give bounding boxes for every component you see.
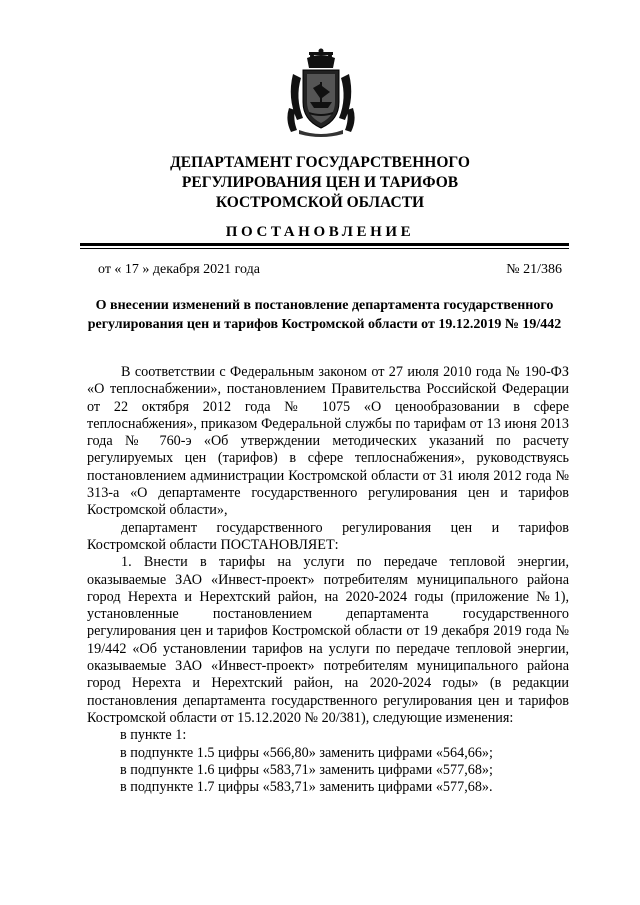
amendment-item: в подпункте 1.5 цифры «566,80» заменить цифрами «564,66»; — [120, 744, 493, 761]
document-subject — [80, 296, 569, 334]
amendment-item: в подпункте 1.7 цифры «583,71» заменить цифрами «577,68». — [120, 779, 493, 796]
department-line: ДЕПАРТАМЕНТ ГОСУДАРСТВЕННОГО — [170, 154, 470, 171]
document-body — [87, 364, 569, 796]
point-header: в пункте 1: — [120, 727, 187, 744]
preamble-paragraph: В соответствии с Федеральным законом от 27 июля 2010 года № 190-ФЗ «О теплоснабжении», постановлением Правительства Российской Федерации от 22 октября 2012 года № 1075 «О ценообразовании в сфере теплоснабжения», приказом Федеральной службы по тарифам от 13 июня 2013 года № 760-э «Об утверждении методических указаний по расчету регулируемых цен (тарифов) в сфере теплоснабжения», руководствуясь постановлением администрации Костромской области от 31 июля 2012 года № 313-а «О департаменте государственного регулирования цен и тарифов Костромской области», — [87, 364, 569, 519]
kostroma-coat-of-arms-icon — [283, 48, 359, 138]
resolution-paragraph: департамент государственного регулирования цен и тарифов Костромской области ПОСТАНОВЛЯЕТ: — [87, 519, 569, 553]
clause-1-paragraph: 1. Внести в тарифы на услуги по передаче тепловой энергии, оказываемые ЗАО «Инвест-проект» потребителям муниципального района город Нерехта и Нерехтский район, на 2020-2024 годы (приложение №1), установленные постановлением департамента государственного регулирования цен и тарифов Костромской области от 19 декабря 2019 года № 19/442 «Об установлении тарифов на услуги по передаче тепловой энергии, оказываемые ЗАО «Инвест-проект» потребителям муниципального района город Нерехта и Нерехтский район, на 2020-2024 годы» (в редакции постановления департамента государственного регулирования цен и тарифов Костромской области от 15.12.2020 № 20/381), следующие изменения: — [87, 554, 569, 726]
subject-line: регулирования цен и тарифов Костромской области от 19.12.2019 № 19/442 — [87, 317, 562, 332]
document-number: № 21/386 — [506, 262, 562, 277]
department-line: РЕГУЛИРОВАНИЯ ЦЕН И ТАРИФОВ — [181, 174, 459, 191]
header-rule-thin — [80, 248, 569, 249]
date-number-line — [98, 262, 562, 278]
department-line: КОСТРОМСКОЙ ОБЛАСТИ — [215, 194, 425, 211]
department-name — [80, 153, 560, 213]
amendment-item: в подпункте 1.6 цифры «583,71» заменить цифрами «577,68»; — [120, 761, 493, 778]
header-rule-thick — [80, 243, 569, 246]
document-type: ПОСТАНОВЛЕНИЕ — [225, 224, 415, 240]
document-date: от « 17 » декабря 2021 года — [98, 262, 260, 277]
subject-line: О внесении изменений в постановление департамента государственного — [95, 298, 554, 313]
